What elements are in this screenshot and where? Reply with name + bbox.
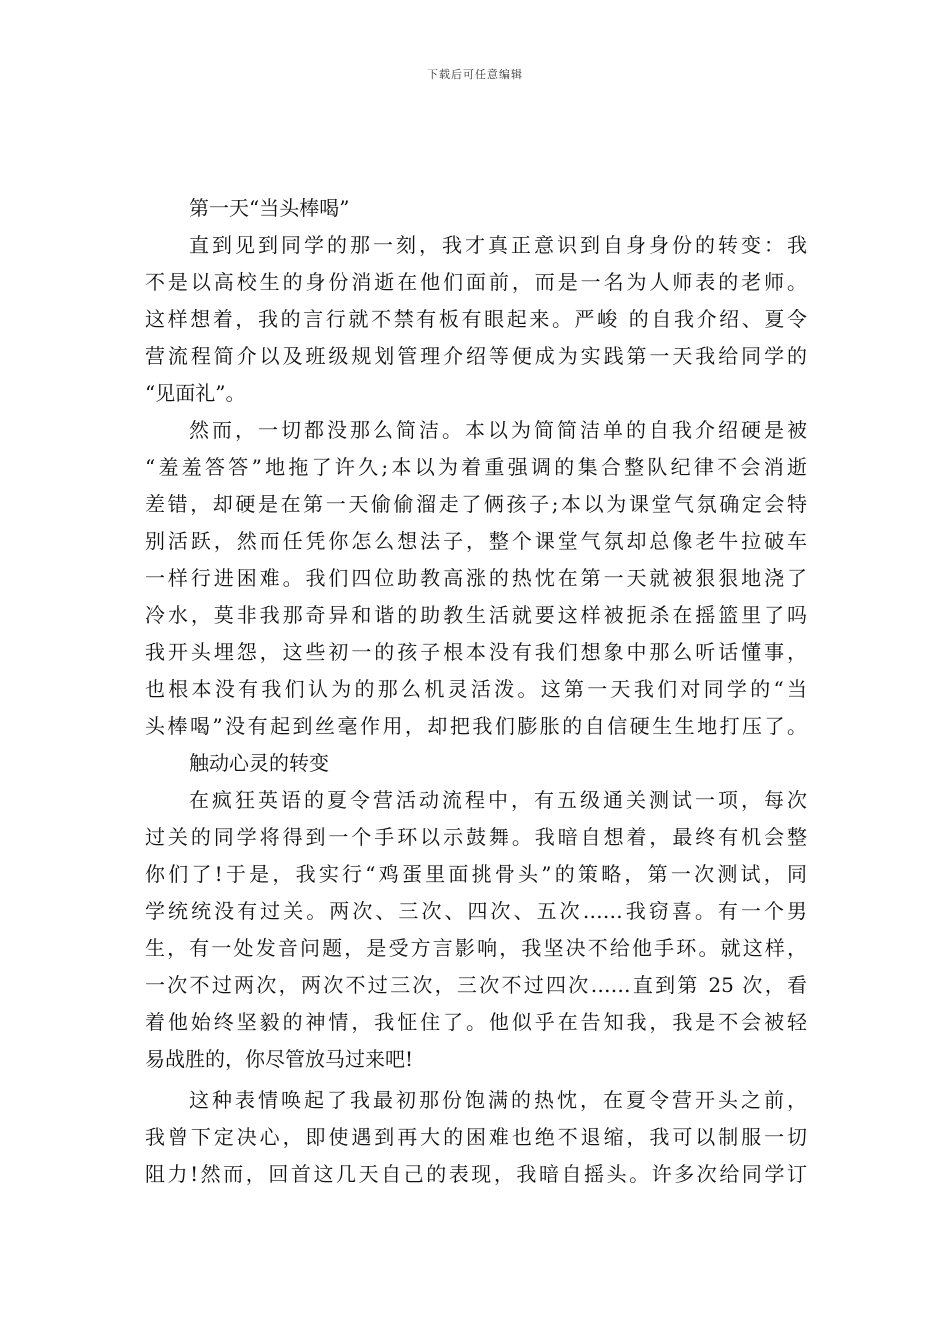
text-line: 头棒喝”没有起到丝毫作用，却把我们膨胀的自信硬生生地打压了。 <box>145 714 807 738</box>
text-line: 易战胜的，你尽管放马过来吧! <box>145 1047 414 1071</box>
text-line: 我开头埋怨，这些初一的孩子根本没有我们想象中那么听话懂事， <box>145 640 807 664</box>
text-line: 你们了!于是，我实行“鸡蛋里面挑骨头”的策略，第一次测试，同 <box>145 862 807 886</box>
text-line: “见面礼”。 <box>145 381 246 405</box>
text-line: 生，有一处发音问题，是受方言影响，我坚决不给他手环。就这样， <box>145 936 807 960</box>
document-body <box>145 190 807 1193</box>
text-line: 一次不过两次，两次不过三次，三次不过四次……直到第 25 次，看 <box>145 973 807 997</box>
text-line: 学统统没有过关。两次、三次、四次、五次……我窃喜。有一个男 <box>145 899 807 923</box>
section-title-touching-change: 触动心灵的转变 <box>189 751 329 775</box>
text-line: 不是以高校生的身份消逝在他们面前，而是一名为人师表的老师。 <box>145 270 807 294</box>
text-line: 差错，却硬是在第一天偷偷溜走了俩孩子;本以为课堂气氛确定会特 <box>145 492 807 516</box>
text-line: 直到见到同学的那一刻，我才真正意识到自身身份的转变：我 <box>189 233 807 257</box>
text-line: 我曾下定决心，即使遇到再大的困难也绝不退缩，我可以制服一切 <box>145 1125 807 1149</box>
page-header-note: 下载后可任意编辑 <box>427 68 523 81</box>
text-line: 然而，一切都没那么简洁。本以为简简洁单的自我介绍硬是被 <box>189 418 807 442</box>
text-line: 在疯狂英语的夏令营活动流程中，有五级通关测试一项，每次 <box>189 788 807 812</box>
text-line: 阻力!然而，回首这几天自己的表现，我暗自摇头。许多次给同学订 <box>145 1162 807 1186</box>
text-line: 别活跃，然而任凭你怎么想法子，整个课堂气氛却总像老牛拉破车 <box>145 529 807 553</box>
text-line: “羞羞答答”地拖了许久;本以为着重强调的集合整队纪律不会消逝 <box>145 455 807 479</box>
section-title-day-one: 第一天“当头棒喝” <box>189 196 350 220</box>
text-line: 一样行进困难。我们四位助教高涨的热忱在第一天就被狠狠地浇了 <box>145 566 807 590</box>
text-line: 过关的同学将得到一个手环以示鼓舞。我暗自想着，最终有机会整 <box>145 825 807 849</box>
text-line: 也根本没有我们认为的那么机灵活泼。这第一天我们对同学的“当 <box>145 677 807 701</box>
text-line: 冷水，莫非我那奇异和谐的助教生活就要这样被扼杀在摇篮里了吗 <box>145 603 807 627</box>
text-line: 这样想着，我的言行就不禁有板有眼起来。严峻 的自我介绍、夏令 <box>145 307 807 331</box>
text-line: 着他始终坚毅的神情，我怔住了。他似乎在告知我，我是不会被轻 <box>145 1010 807 1034</box>
text-line: 这种表情唤起了我最初那份饱满的热忱，在夏令营开头之前， <box>189 1088 807 1112</box>
text-line: 营流程简介以及班级规划管理介绍等便成为实践第一天我给同学的 <box>145 344 807 368</box>
